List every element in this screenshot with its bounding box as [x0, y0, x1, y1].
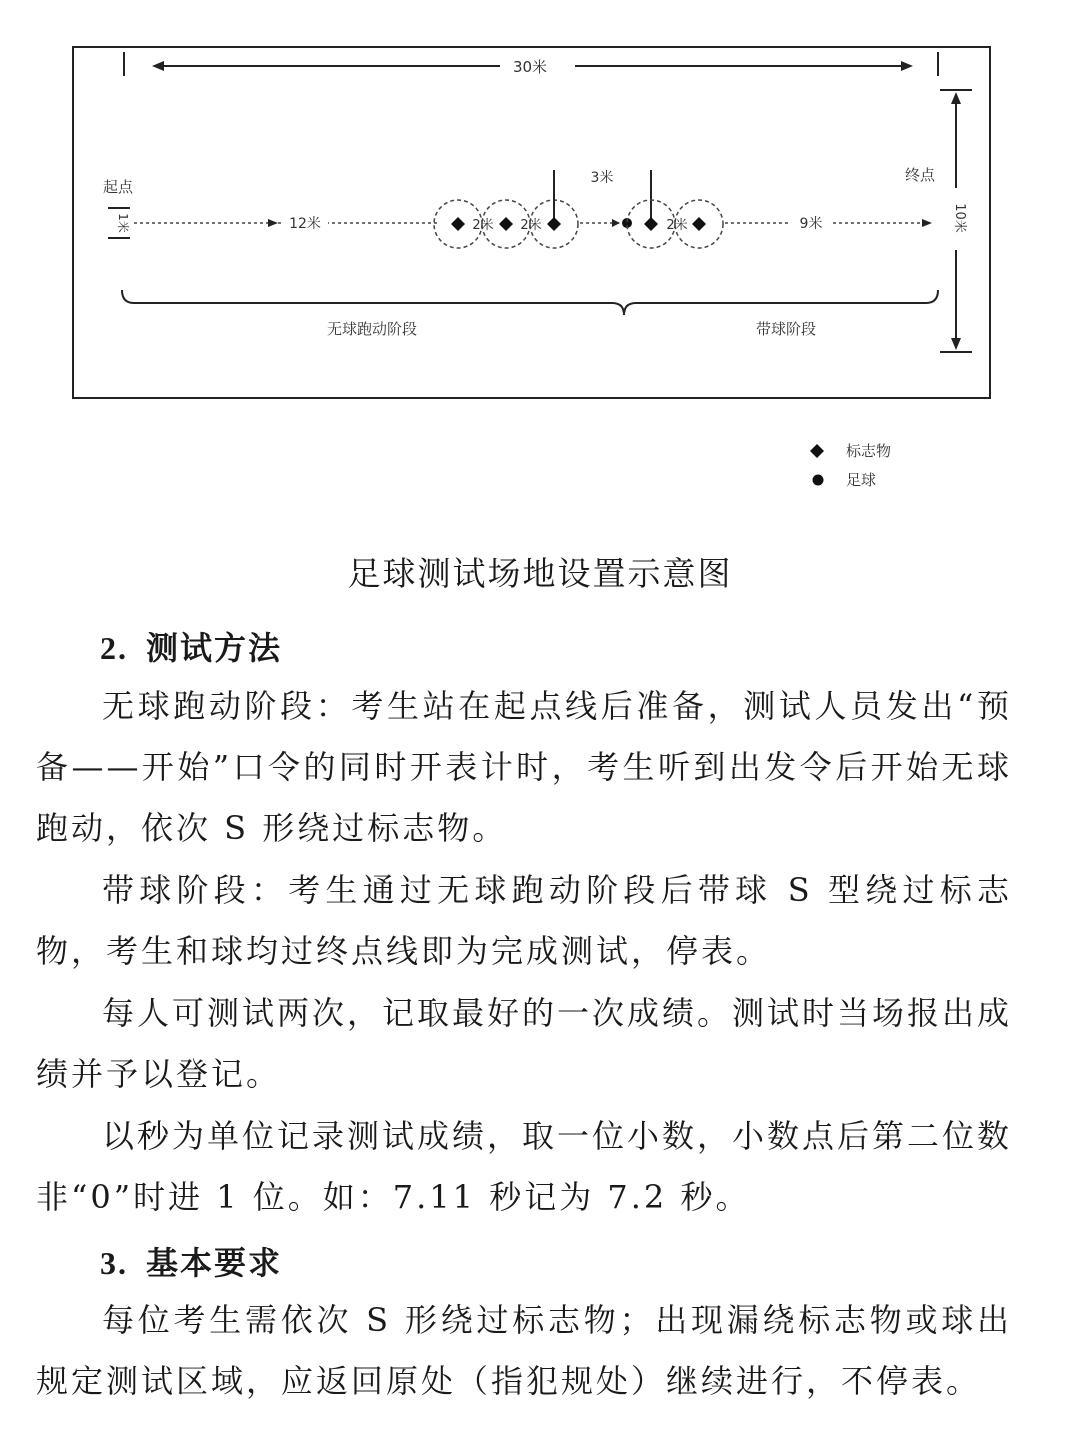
section-2-number: 2.: [100, 630, 128, 666]
seg-2m-a-label: 2米: [472, 218, 494, 233]
section-2-heading: [100, 623, 282, 669]
paragraph-dribble-stage: 带球阶段：考生通过无球跑动阶段后带球 S 型绕过标志物，考生和球均过终点线即为完成测试，停表。: [36, 871, 1012, 970]
marker-1: [451, 217, 465, 231]
paragraph-recording: 以秒为单位记录测试成绩，取一位小数，小数点后第二位数非“0”时进 1 位。如：7.11 秒记为 7.2 秒。: [36, 1117, 1013, 1216]
legend-marker-label: 标志物: [846, 442, 892, 460]
stage-run-label: 无球跑动阶段: [326, 320, 418, 338]
stage-dribble-label: 带球阶段: [755, 320, 817, 338]
legend-marker-icon: [810, 444, 824, 458]
legend-ball-label: 足球: [846, 471, 877, 489]
seg-9m-label: 9米: [799, 216, 823, 232]
end-label: 终点: [904, 166, 936, 184]
seg-12m-label: 12米: [289, 216, 321, 232]
field-setup-diagram: [0, 0, 1080, 500]
paragraph-attempts: 每人可测试两次，记取最好的一次成绩。测试时当场报出成绩并予以登记。: [36, 994, 1013, 1093]
marker-2: [499, 217, 513, 231]
marker-4: [644, 217, 658, 231]
paragraph-requirements: 每位考生需依次 S 形绕过标志物；出现漏绕标志物或球出规定测试区域，应返回原处（指犯规处）继续进行，不停表。: [36, 1301, 1012, 1400]
section-3-heading: [100, 1238, 282, 1284]
start-label: 起点: [102, 178, 134, 196]
marker-5: [692, 217, 706, 231]
diagram-caption: 足球测试场地设置示意图: [347, 554, 733, 593]
section-3-number: 3.: [100, 1245, 128, 1281]
width-1m-label: 1米: [116, 213, 130, 233]
width-10m-label: 10米: [952, 203, 967, 233]
section-2-title: 测试方法: [146, 629, 283, 667]
seg-2m-c-label: 2米: [666, 218, 688, 233]
section-3-title: 基本要求: [146, 1244, 283, 1282]
marker-3: [547, 217, 561, 231]
seg-3m-label: 3米: [590, 170, 614, 186]
total-length-label: 30米: [512, 58, 548, 76]
seg-2m-b-label: 2米: [520, 218, 542, 233]
legend-ball-icon: [813, 475, 824, 486]
paragraph-run-stage: 无球跑动阶段：考生站在起点线后准备，测试人员发出“预备——开始”口令的同时开表计时，考生听到出发令后开始无球跑动，依次 S 形绕过标志物。: [36, 687, 1012, 847]
